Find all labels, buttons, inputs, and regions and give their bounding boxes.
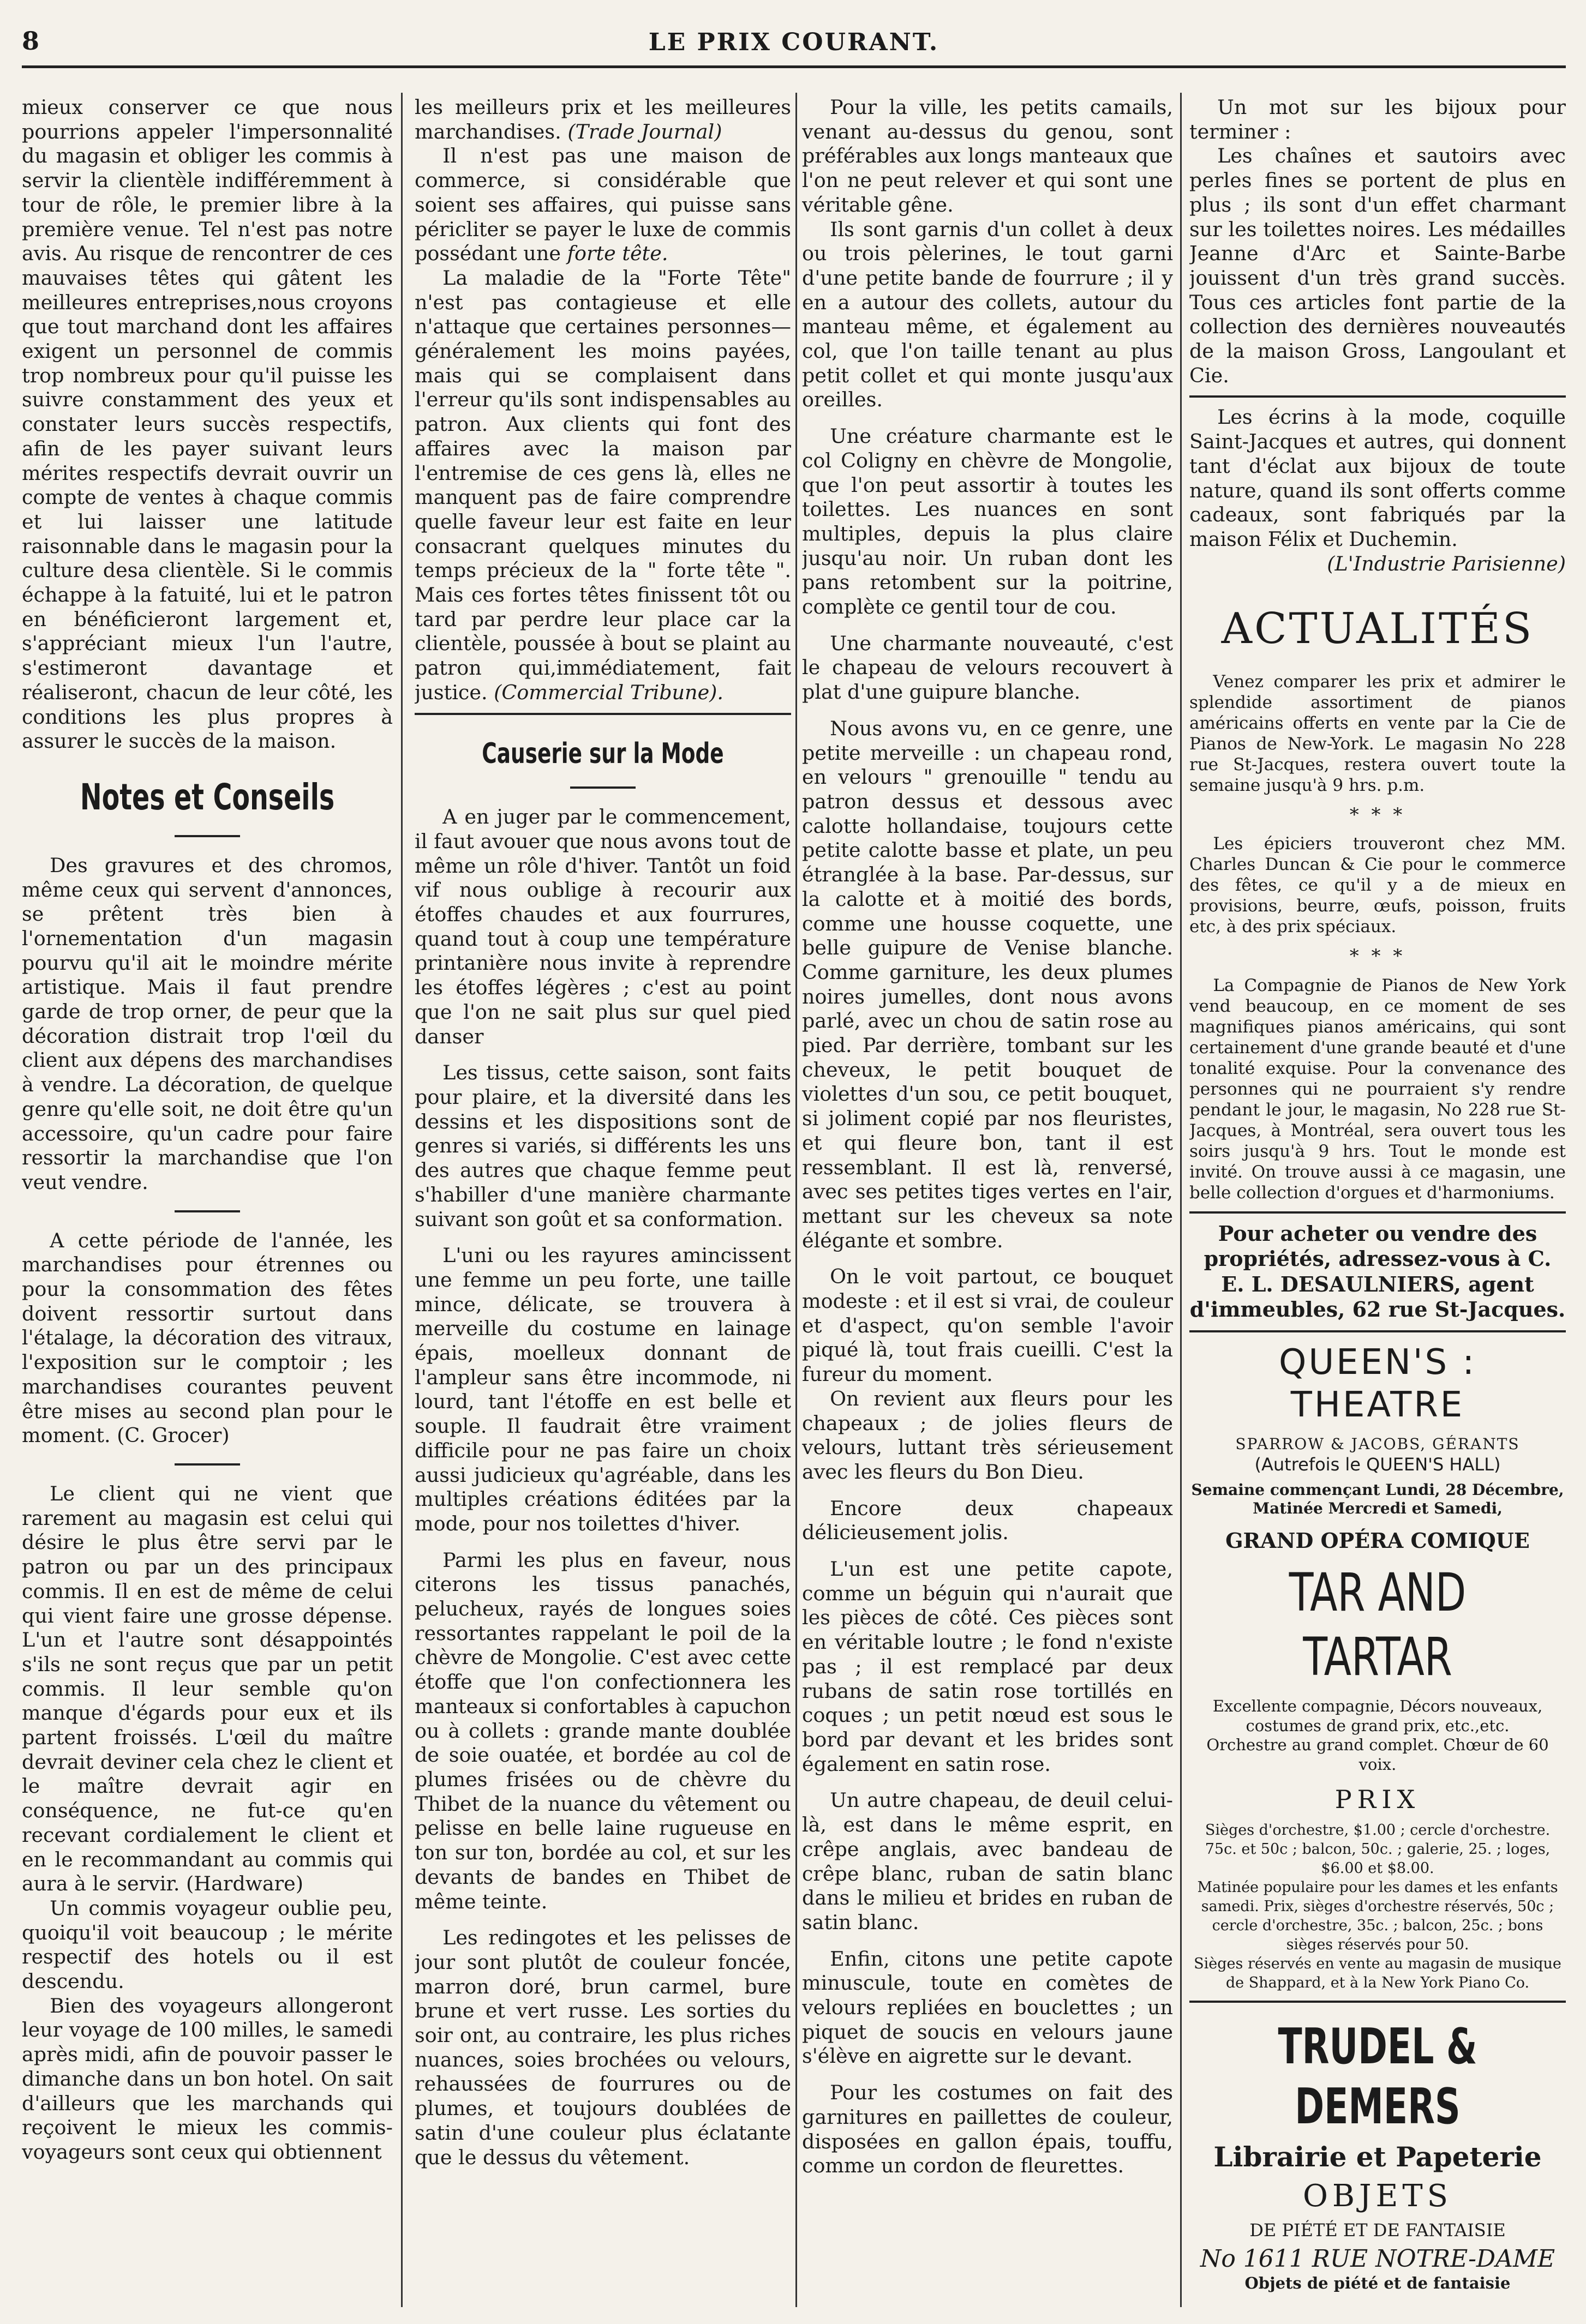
announcement: La Compagnie de Pianos de New York vend beaucoup, en ce moment de ses magnifiques pianos américains, qui sont certainement d'une grande beauté et d'une tonalité exquise. Pour la convenance des personnes qui ne pourraient s'y rendre pendant le jour, le magasin, No 228 rue St-Jacques, à Montréal, sera ouvert tous les soirs jusqu'à 9 hrs. Tout le monde est invité. On trouve aussi à ce magasin, une belle collection d'orgues et d'harmoniums. [1189, 975, 1566, 1203]
prices-title: PRIX [1334, 1785, 1421, 1815]
paragraph: Un autre chapeau, de deuil celui-là, est dans le même esprit, en crêpe anglais, avec bandeau de crêpe blanc, ruban de satin blanc dans le milieu et brides en ruban de satin blanc. [802, 1788, 1173, 1934]
text: La maladie de la "Forte Tête" n'est pas contagieuse et elle n'attaque que certaines personnes—généralement les moins payées, mais qui se complaisent dans l'erreur qu'ils sont indispensables au patron. Aux clients qui font des affaires avec la maison par l'entremise de ces gens là, elles ne manquent pas de faire comprendre quelle faveur leur est faite en leur consacrant quelques minutes du temps précieux de la " forte tête ". Mais ces fortes têtes finissent tôt ou tard par perdre leur place car la clientèle, poussée à bout se plaint au patron qui,immédiatement, fait justice. [415, 266, 791, 704]
emphasis: forte tête. [567, 242, 668, 266]
paragraph: Pour la ville, les petits camails, venant au-dessus du genou, sont préférables aux longs manteaux que l'on ne peut relever et qui sont une véritable gêne. [802, 95, 1173, 217]
divider [1189, 1211, 1566, 1214]
paragraph: Nous avons vu, en ce genre, une petite merveille : un chapeau rond, en velours " grenouille " tendu au patron dessus et dessous avec calotte hollandaise, toujours cette petite calotte basse et plate, un peu étranglée à la base. Par-dessus, sur la calotte et à moitié des bords, comme une housse coquette, une belle guipure de Venise blanche. Comme garniture, les deux plumes noires jumelles, dont nous avons parlé, avec un chou de satin rose au pied. Par derrière, tombant sur les cheveux, le petit bouquet de violettes d'un sou, ce petit bouquet, si joliment copié par nos fleuristes, et qui fleure bon, tant il est ressemblant. Il est là, renversé, avec ses petites tiges vertes en l'air, mettant sur les cheveux sa note élégante et sombre. [802, 716, 1173, 1252]
heading-rule [570, 786, 636, 789]
show-title: TAR AND TARTAR [1289, 1562, 1467, 1688]
bookstore-address: No 1611 RUE NOTRE-DAME [1200, 2245, 1555, 2273]
announcement: Venez comparer les prix et admirer le splendide assortiment de pianos américains offerts en vente par la Cie de Pianos de New-York. Le magasin No 228 rue St-Jacques, restera ouvert toute la semaine jusqu'à 9 hrs. p.m. [1189, 671, 1566, 795]
asterism: * * * [1349, 945, 1406, 968]
paragraph: Les chaînes et sautoirs avec perles fines se portent de plus en plus ; ils sont d'un effet charmant sur les toilettes noires. Les médailles Jeanne d'Arc et Sainte-Barbe jouissent d'un très grand succès. Tous ces articles font partie de la collection des dernières nouveautés de la maison Gross, Langoulant et Cie. [1189, 144, 1566, 387]
real-estate-ad: Pour acheter ou vendre des propriétés, adressez-vous à C. E. L. DESAULNIERS, agent d'immeubles, 62 rue St-Jacques. [1189, 1221, 1566, 1322]
theatre-opera: GRAND OPÉRA COMIQUE [1225, 1528, 1530, 1553]
column-2 [415, 95, 791, 2304]
prices-line: Matinée populaire pour les dames et les enfants samedi. Prix, sièges d'orchestre réservés, 50c ; cercle d'orchestre, 35c. ; balcon, 25c. ; bons sièges réservés pour 50. [1197, 1878, 1558, 1954]
paragraph: Les redingotes et les pelisses de jour sont plutôt de couleur foncée, marron doré, brun carmel, bure brune et vert russe. Les sorties du soir ont, au contraire, les plus riches nuances, soies brochées ou velours, rehaussées de fourrures ou de plumes, et toujours doublées de satin d'une couleur plus éclatante que le dessus du vêtement. [415, 1926, 791, 2169]
paragraph: L'uni ou les rayures amincissent une femme un peu forte, une taille mince, délicate, se trouvera à merveille du costume en lainage épais, moelleux donnant de l'ampleur sans être incommode, ni lourd, tant l'étoffe en est belle et souple. Il faudrait être vraiment difficile pour ne pas faire un choix aussi judicieux qu'agréable, dans les multiples créations éditées par la mode, pour nos toilettes d'hiver. [415, 1244, 791, 1535]
paragraph: A en juger par le commencement, il faut avouer que nous avons tout de même un rôle d'hiver. Tantôt un foid vif nous oublige à recourir aux étoffes chaudes et aux fourrures, quand tout à coup une température printanière nous invite à reprendre les étoffes légères ; c'est au point que l'on ne sait plus sur quel pied danser [415, 805, 791, 1048]
paragraph: Encore deux chapeaux délicieusement jolis. [802, 1496, 1173, 1545]
paragraph: Une créature charmante est le col Coligny en chèvre de Mongolie, que l'on peut assortir à toutes les toilettes. Les nuances en sont multiples, depuis la plus claire jusqu'au noir. Un ruban dont les pans retombent sur la poitrine, complète ce gentil tour de cou. [802, 424, 1173, 619]
paragraph: A cette période de l'année, les marchandises pour étrennes ou pour la consommation des fêtes doivent ressortir surtout dans l'étalage, la décoration des vitraux, l'exposition sur le comptoir ; les marchandises courantes peuvent être mises au second plan pour le moment. (C. Grocer) [22, 1228, 393, 1448]
newspaper-title: LE PRIX COURANT. [648, 28, 939, 56]
bookstore-line: DE PIÉTÉ ET DE FANTAISIE [1249, 2219, 1506, 2241]
section-heading: Causerie sur la Mode [482, 737, 724, 770]
source-citation: (L'Industrie Parisienne) [1327, 551, 1566, 575]
bookstore-objets: OBJETS [1302, 2178, 1453, 2214]
text: Il n'est pas une maison de commerce, si considérable que soient ses affaires, qui puisse sans péricliter se payer le luxe de commis possédant une [415, 144, 791, 266]
bookstore-footer: Objets de piété et de fantaisie [1244, 2273, 1511, 2292]
paragraph: Le client qui ne vient que rarement au magasin est celui qui désire le plus être servi par le patron ou par un des principaux commis. Il en est de même de celui qui vient faire une grosse dépense. L'un et l'autre sont désappointés s'ils ne sont reçus que par un petit commis. Il leur semble qu'on manque d'égards pour eux et ils partent froissés. L'œil du maître devrait deviner cela chez le client et le maître devrait agir en conséquence, ne fut-ce qu'en recevant cordialement le client et en le recommandant au commis qui aura à le servir. (Hardware) [22, 1482, 393, 1896]
theatre-name: QUEEN'S : THEATRE [1278, 1342, 1477, 1426]
paragraph: On revient aux fleurs pour les chapeaux ; de jolies fleurs de velours, luttant très sérieusement avec les fleurs du Bon Dieu. [802, 1386, 1173, 1484]
section-heading: ACTUALITÉS [1221, 604, 1534, 654]
column-rule [1180, 93, 1182, 2307]
divider [1189, 2001, 1566, 2003]
paragraph: Une charmante nouveauté, c'est le chapeau de velours recouvert à plat d'une guipure blanche. [802, 631, 1173, 704]
divider [1189, 395, 1566, 398]
bookstore-name: TRUDEL & DEMERS [1278, 2017, 1477, 2135]
paragraph: On le voit partout, ce bouquet modeste : et il est si vrai, de couleur et d'aspect, qu'on semble l'avoir piqué là, tout frais cueilli. C'est la fureur du moment. [802, 1265, 1173, 1386]
announcement: Les épiciers trouveront chez MM. Charles Duncan & Cie pour le commerce des fêtes, ce qu'il y a de mieux en provisions, beurre, œufs, poisson, fruits etc, à des prix spéciaux. [1189, 834, 1566, 937]
paragraph: Pour les costumes on fait des garnitures en paillettes de couleur, disposées en gallon épais, touffu, comme un cordon de fleurettes. [802, 2081, 1173, 2178]
paragraph: Un commis voyageur oublie peu, quoiqu'il voit beaucoup ; le mérite respectif des hotels ou il est descendu. [22, 1896, 393, 1993]
source-citation: (Commercial Tribune). [494, 680, 724, 704]
column-1 [22, 95, 393, 2304]
source-citation: (Trade Journal) [567, 119, 722, 143]
divider [1189, 1330, 1566, 1332]
section-heading: Notes et Conseils [80, 776, 335, 818]
paragraph: Bien des voyageurs allongeront leur voyage de 100 milles, le samedi après midi, afin de pouvoir passer le dimanche dans un bon hotel. On sait d'ailleurs que les marchands qui reçoivent le mieux les commis-voyageurs sont ceux qui obtiennent [22, 1993, 393, 2164]
paragraph: Des gravures et des chromos, même ceux qui servent d'annonces, se prêtent très bien à l'ornementation d'un magasin pourvu qu'il ait le moindre mérite artistique. Mais il faut prendre garde de trop orner, de peur que la décoration distrait trop l'œil du client aux dépens des marchandises à vendre. La décoration, de quelque genre qu'elle soit, ne doit être qu'un accessoire, qu'un cadre pour faire ressortir la marchandise que l'on veut vendre. [22, 853, 393, 1194]
paragraph: Les écrins à la mode, coquille Saint-Jacques et autres, qui donnent tant d'éclat aux bijoux de toute nature, quand ils sont offerts comme cadeaux, sont fabriqués par la maison Félix et Duchemin. [1189, 405, 1566, 551]
theatre-managers: SPARROW & JACOBS, GÉRANTS [1235, 1435, 1520, 1454]
page-number: 8 [22, 26, 40, 56]
column-rule [795, 93, 797, 2307]
paragraph: Enfin, citons une petite capote minuscule, toute en comètes de velours repliées en bouclettes ; un piquet de soucis en velours jaune s'élève en aigrette sur le devant. [802, 1947, 1173, 2068]
paragraph: Les tissus, cette saison, sont faits pour plaire, et la diversité dans les dessins et les dispositions sont de genres si variés, si différents les uns des autres que chaque femme peut s'habiller d'une manière charmante suivant son goût et sa conformation. [415, 1061, 791, 1231]
paragraph: mieux conserver ce que nous pourrions appeler l'impersonnalité du magasin et obliger les commis à servir la clientèle indifféremment à tour de rôle, le premier libre à la première venue. Tel n'est pas notre avis. Au risque de rencontrer de ces mauvaises têtes qui gâtent les meilleures entreprises,nous croyons que tout marchand dont les affaires exigent un personnel de commis trop nombreux pour qu'il puisse les suivre constamment des yeux et constater leurs succès respectifs, afin de les payer suivant leurs mérites respectifs devrait ouvrir un compte de ventes à chaque commis et lui laisser une latitude raisonnable dans le magasin pour la culture desa clientèle. Si le commis échappe à la fatuité, lui et le patron en bénéficieront largement et, s'appréciant mieux l'un l'autre, s'estimeront davantage et réaliseront, chacun de leur côté, les conditions les plus propres à assurer le succès de la maison. [22, 95, 393, 753]
asterism: * * * [1349, 803, 1406, 826]
bookstore-subtitle: Librairie et Papeterie [1213, 2141, 1542, 2173]
prices-line: Sièges réservés en vente au magasin de musique de Shappard, et à la New York Piano Co. [1194, 1955, 1561, 1992]
column-3 [802, 95, 1173, 2304]
paragraph: Ils sont garnis d'un collet à deux ou trois pèlerines, le tout garni d'une petite bande de fourrure ; il y en a autour des collets, autour du manteau même, et également au col, que l'on taille tenant au plus petit collet et qui monte jusqu'aux oreilles. [802, 217, 1173, 412]
theatre-ad [1189, 1341, 1566, 1993]
theatre-week: Semaine commençant Lundi, 28 Décembre, Matinée Mercredi et Samedi, [1191, 1480, 1564, 1518]
page-header [22, 22, 1566, 68]
paragraph [415, 95, 791, 144]
paragraph: Parmi les plus en faveur, nous citerons les tissus panachés, pelucheux, rayés de longues soies ressortantes rappelant le poil de la chèvre de Mongolie. C'est avec cette étoffe que l'on confectionnera les manteaux si confortables à capuchon ou à collets : grande mante doublée de soie ouatée, et bordée au col de plumes frisées ou de chèvre du Thibet de la nuance du vêtement ou pelisse en belle laine rugueuse en ton sur ton, bordée au col, et sur les devants de bandes en Thibet de même teinte. [415, 1548, 791, 1913]
separator [175, 1463, 240, 1466]
paragraph [415, 266, 791, 705]
column-rule [401, 93, 403, 2307]
paragraph: Un mot sur les bijoux pour terminer : [1189, 95, 1566, 143]
heading-rule [175, 835, 240, 837]
theatre-description: Orchestre au grand complet. Chœur de 60 voix. [1206, 1736, 1549, 1774]
paragraph: L'un est une petite capote, comme un béguin qui n'aurait que les pièces de côté. Ces pièces sont en véritable loutre ; le fond n'existe pas ; il est remplacé par deux rubans de satin rose tortillés en coques ; un petit nœud est sous le bord par devant et les brides sont également en satin rose. [802, 1557, 1173, 1776]
theatre-description: Excellente compagnie, Décors nouveaux, costumes de grand prix, etc.,etc. [1212, 1697, 1543, 1735]
divider [415, 713, 791, 715]
column-4 [1189, 95, 1566, 2304]
separator [175, 1210, 240, 1212]
paragraph [415, 144, 791, 266]
theatre-formerly: (Autrefois le QUEEN'S HALL) [1254, 1454, 1501, 1475]
text: les meilleurs prix et les meilleures marchandises. [415, 95, 791, 143]
prices-line: Sièges d'orchestre, $1.00 ; cercle d'orchestre. 75c. et 50c ; balcon, 50c. ; galerie, 25. ; loges, $6.00 et $8.00. [1205, 1821, 1551, 1877]
bookstore-ad [1189, 2017, 1566, 2293]
